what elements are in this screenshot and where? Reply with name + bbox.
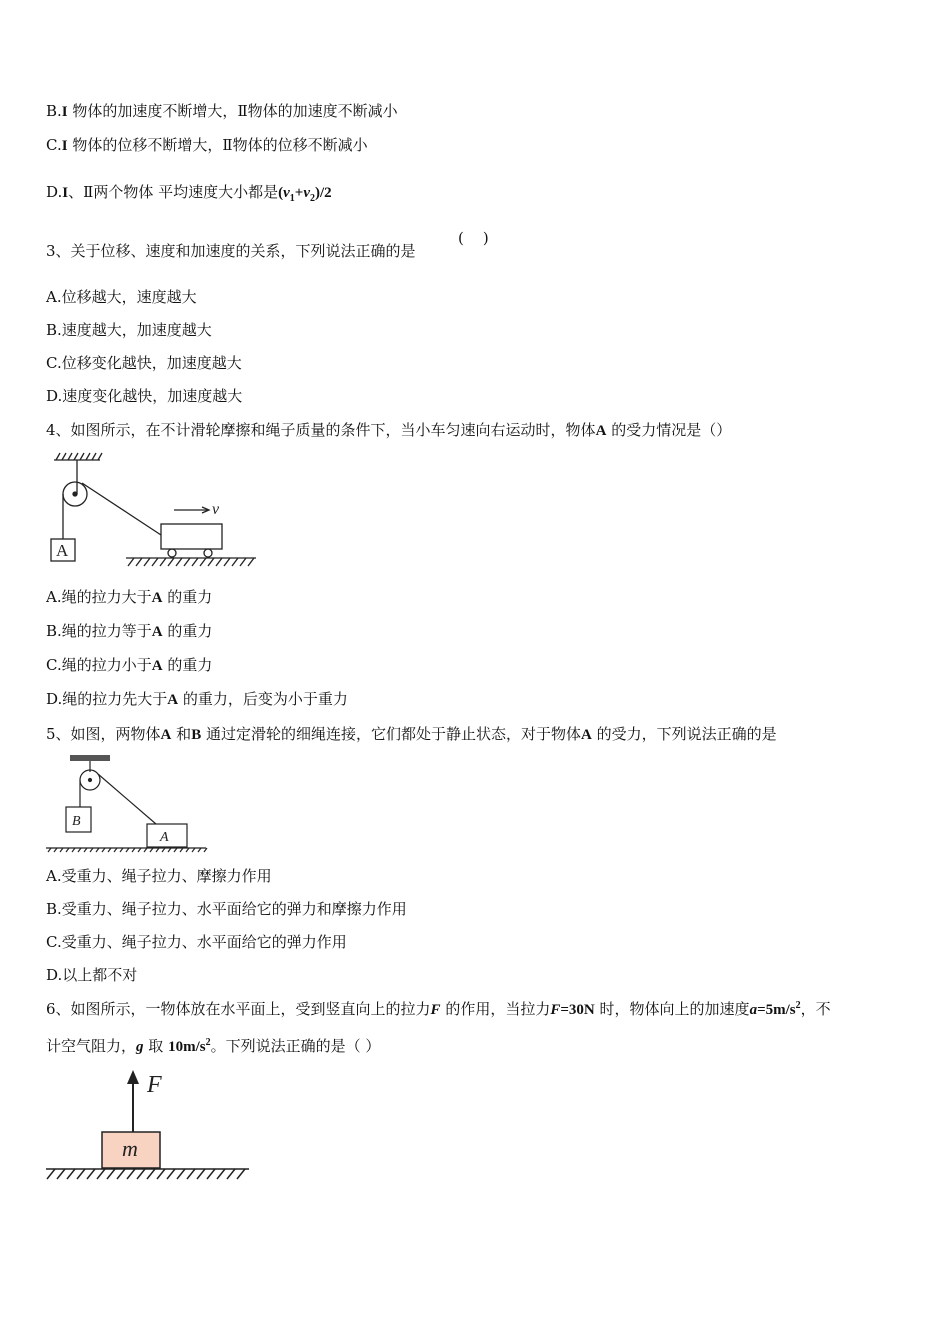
q5-pulley-figure bbox=[44, 752, 214, 857]
q6-stem-line2: 计空气阻力，g 取 $10m/s^2$。下列说法正确的是（ ） bbox=[46, 1037, 381, 1055]
q5-block-b-label: B bbox=[72, 814, 81, 829]
q5-block-a-label: A bbox=[160, 830, 169, 845]
q2-option-d: D.I、Ⅱ两个物体 平均速度大小都是$(v_1+v_2)/2$ bbox=[46, 183, 332, 204]
q2-option-c: C.I 物体的位移不断增大，Ⅱ物体的位移不断减小 bbox=[46, 136, 368, 154]
q4-option-d: D.绳的拉力先大于A 的重力，后变为小于重力 bbox=[46, 690, 348, 708]
q6-force-label: F bbox=[147, 1072, 162, 1098]
q4-block-label: A bbox=[56, 541, 69, 560]
q4-option-a: A.绳的拉力大于A 的重力 bbox=[46, 588, 213, 606]
q3-answer-paren: ( ) bbox=[458, 229, 489, 247]
q4-pulley-cart-figure bbox=[44, 450, 264, 575]
q3-stem: 3、关于位移、速度和加速度的关系，下列说法正确的是 bbox=[46, 242, 416, 260]
q4-velocity-label: v bbox=[212, 501, 220, 518]
q5-option-c: C.受重力、绳子拉力、水平面给它的弹力作用 bbox=[46, 933, 347, 951]
q3-option-d: D.速度变化越快，加速度越大 bbox=[46, 387, 243, 405]
q5-option-a: A.受重力、绳子拉力、摩擦力作用 bbox=[46, 867, 272, 885]
q5-option-b: B.受重力、绳子拉力、水平面给它的弹力和摩擦力作用 bbox=[46, 900, 407, 918]
q5-stem: 5、如图，两物体A 和B 通过定滑轮的细绳连接，它们都处于静止状态，对于物体A 的受力，下列说法正确的是 bbox=[46, 725, 777, 743]
q5-option-d: D.以上都不对 bbox=[46, 966, 138, 984]
q4-option-c: C.绳的拉力小于A 的重力 bbox=[46, 656, 213, 674]
q4-stem: 4、如图所示，在不计滑轮摩擦和绳子质量的条件下，当小车匀速向右运动时，物体A 的受力情况是（） bbox=[46, 421, 732, 439]
q3-option-c: C.位移变化越快，加速度越大 bbox=[46, 354, 242, 372]
q4-option-b: B.绳的拉力等于A 的重力 bbox=[46, 622, 213, 640]
q2-option-b: B.I 物体的加速度不断增大，Ⅱ物体的加速度不断减小 bbox=[46, 102, 398, 120]
q3-option-a: A.位移越大，速度越大 bbox=[46, 288, 197, 306]
q6-stem-line1: 6、如图所示，一物体放在水平面上，受到竖直向上的拉力F 的作用，当拉力F=30N 时，物体向上的加速度$a=5m/s^2$，不 bbox=[46, 1000, 831, 1018]
q6-force-figure bbox=[44, 1068, 254, 1183]
q6-mass-label: m bbox=[122, 1136, 138, 1161]
q3-option-b: B.速度越大，加速度越大 bbox=[46, 321, 212, 339]
